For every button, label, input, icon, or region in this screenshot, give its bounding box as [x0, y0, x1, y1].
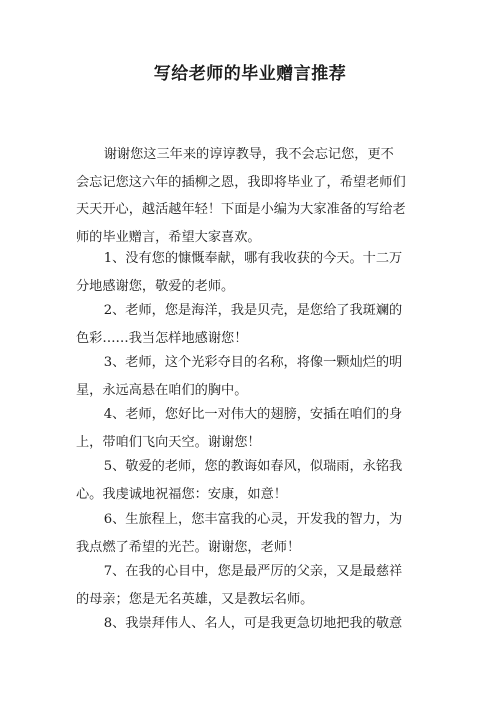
paragraph-line: 天天开心，越活越年轻！下面是小编为大家准备的写给老	[76, 202, 406, 217]
paragraph-item-5	[76, 453, 421, 508]
paragraph-item-8	[76, 610, 421, 638]
paragraph-item-6	[76, 506, 421, 561]
paragraph-line: 2、老师，您是海洋，我是贝壳，是您给了我斑斓的	[103, 303, 403, 318]
paragraph-item-7	[76, 558, 421, 613]
paragraph-line: 5、敬爱的老师，您的教诲如春风，似瑞雨，永铭我	[103, 459, 403, 474]
paragraph-line: 4、老师，您好比一对伟大的翅膀，安插在咱们的身	[103, 407, 403, 422]
page-title: 写给老师的毕业赠言推荐	[153, 64, 347, 84]
paragraph-line: 8、我崇拜伟人、名人，可是我更急切地把我的敬意	[103, 616, 403, 631]
paragraph-line: 色彩……我当怎样地感谢您！	[76, 330, 248, 346]
paragraph-line: 6、生旅程上，您丰富我的心灵，开发我的智力，为	[103, 512, 403, 527]
paragraph-line: 我点燃了希望的光芒。谢谢您，老师！	[76, 539, 301, 555]
paragraph-line: 心。我虔诚地祝福您：安康，如意！	[76, 486, 287, 502]
paragraph-line: 分地感谢您，敬爱的老师。	[76, 278, 235, 294]
paragraph-line: 师的毕业赠言，希望大家喜欢。	[76, 229, 261, 245]
paragraph-intro	[76, 141, 421, 251]
paragraph-line: 谢谢您这三年来的谆谆教导，我不会忘记您，更不	[103, 147, 394, 162]
paragraph-line: 上，带咱们飞向天空。谢谢您！	[76, 434, 261, 450]
paragraph-line: 会忘记您这六年的插柳之恩，我即将毕业了，希望老师们	[76, 174, 406, 190]
paragraph-item-2	[76, 297, 421, 352]
paragraph-item-4	[76, 401, 421, 456]
paragraph-item-3	[76, 349, 421, 404]
paragraph-line: 的母亲；您是无名英雄，又是教坛名师。	[76, 591, 314, 607]
paragraph-line: 3、老师，这个光彩夺目的名称，将像一颗灿烂的明	[103, 355, 403, 370]
paragraph-line: 7、在我的心目中，您是最严厉的父亲，又是最慈祥	[103, 564, 403, 579]
paragraph-line: 星，永远高悬在咱们的胸中。	[76, 382, 248, 398]
paragraph-item-1	[76, 245, 421, 300]
paragraph-line: 1、没有您的慷慨奉献，哪有我收获的今天。十二万	[103, 251, 403, 266]
